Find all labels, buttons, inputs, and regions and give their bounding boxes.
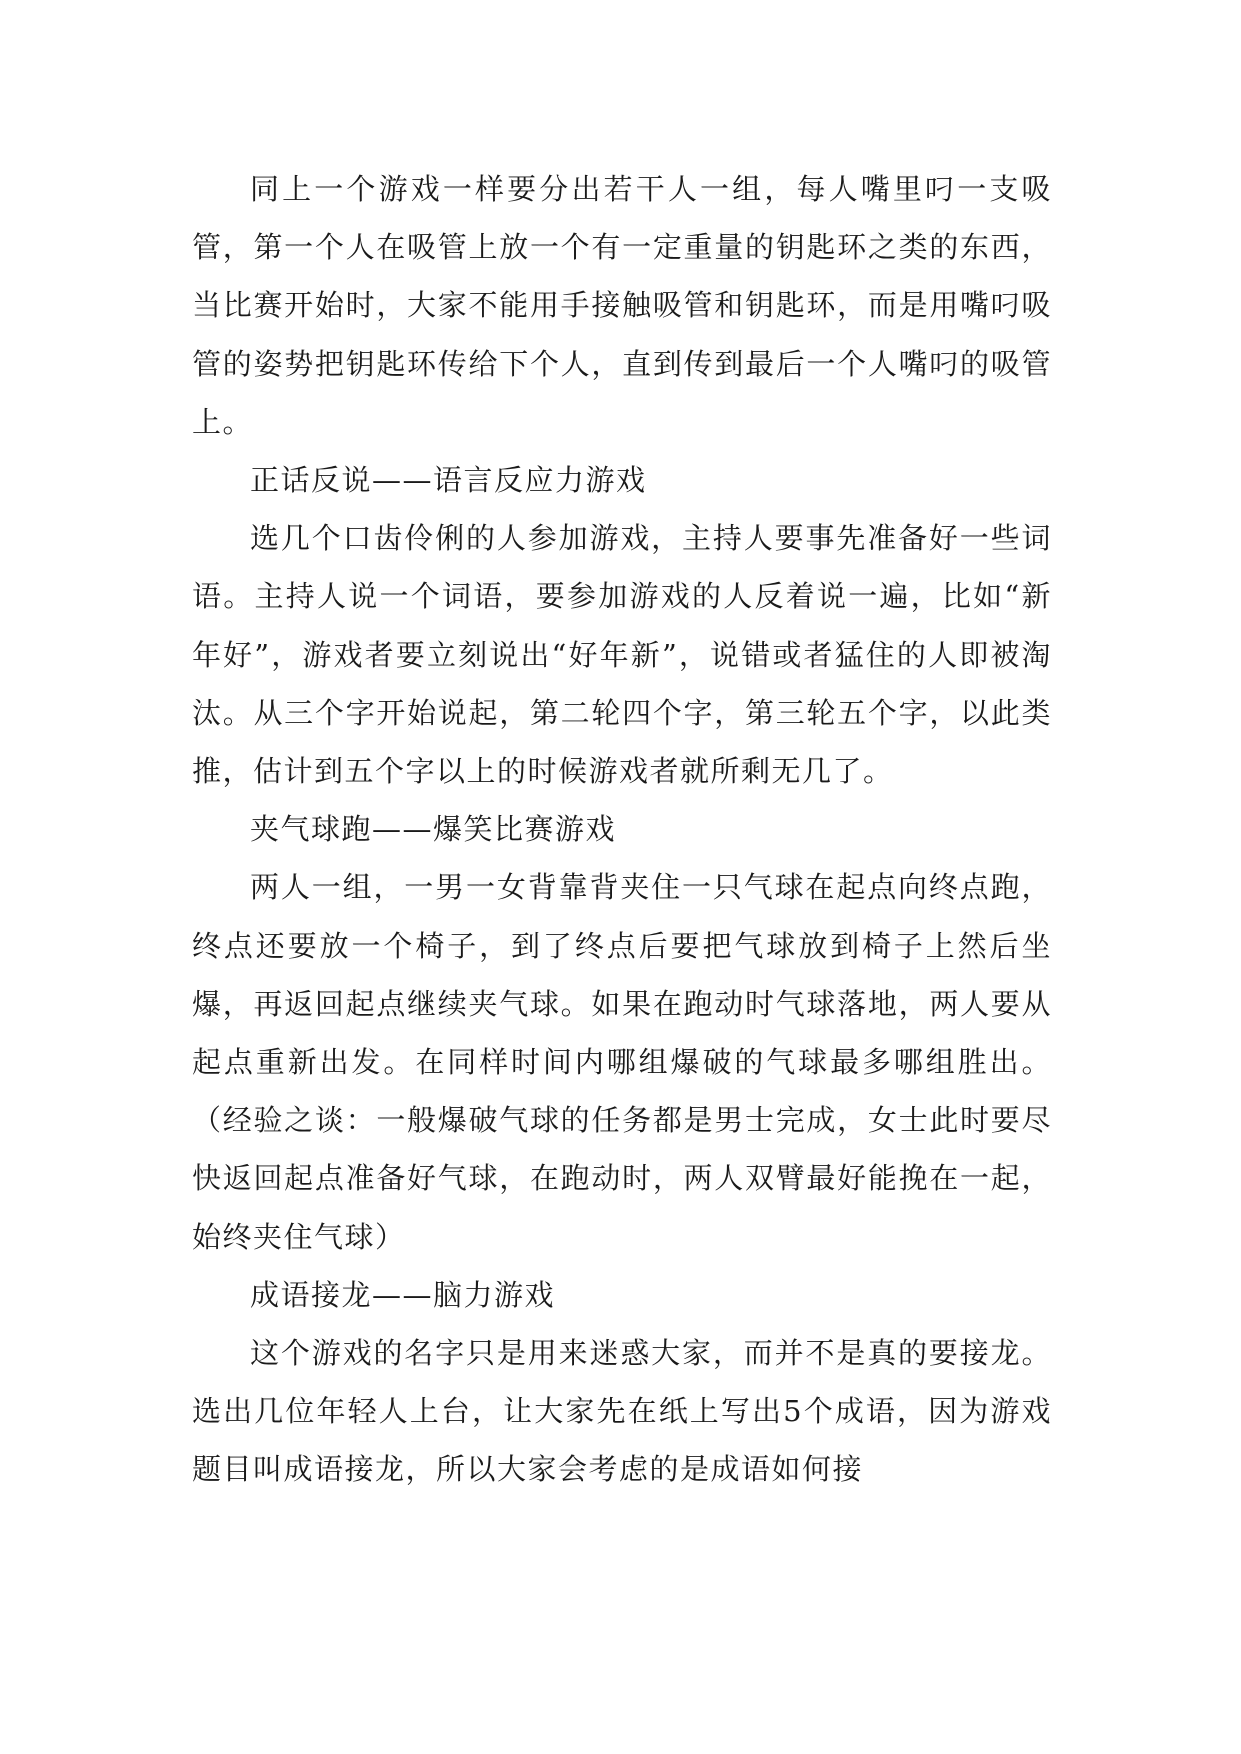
heading-balloon-race: 夹气球跑——爆笑比赛游戏 [250, 812, 617, 847]
paragraph-balloon-race: 两人一组，一男一女背靠背夹住一只气球在起点向终点跑，终点还要放一个椅子，到了终点后要把气球放到椅子上然后坐爆，再返回起点继续夹气球。如果在跑动时气球落地，两人要从起点重新出发。在同样时间内哪组爆破的气球最多哪组胜出。（经验之谈：一般爆破气球的任务都是男士完成，女士此时要尽快返回起点准备好气球，在跑动时，两人双臂最好能挽在一起，始终夹住气球） [192, 870, 1052, 1254]
paragraph-idiom-chain: 这个游戏的名字只是用来迷惑大家，而并不是真的要接龙。选出几位年轻人上台，让大家先在纸上写出5个成语，因为游戏题目叫成语接龙，所以大家会考虑的是成语如何接 [192, 1336, 1052, 1487]
heading-reverse-speech: 正话反说——语言反应力游戏 [250, 463, 647, 498]
paragraph-straw-pass: 同上一个游戏一样要分出若干人一组，每人嘴里叼一支吸管，第一个人在吸管上放一个有一定重量的钥匙环之类的东西，当比赛开始时，大家不能用手接触吸管和钥匙环，而是用嘴叼吸管的姿势把钥匙环传给下个人，直到传到最后一个人嘴叼的吸管上。 [192, 172, 1052, 439]
heading-idiom-chain: 成语接龙——脑力游戏 [250, 1277, 556, 1312]
paragraph-reverse-speech: 选几个口齿伶俐的人参加游戏，主持人要事先准备好一些词语。主持人说一个词语，要参加游戏的人反着说一遍，比如“新年好”，游戏者要立刻说出“好年新”，说错或者猛住的人即被淘汰。从三个字开始说起，第二轮四个字，第三轮五个字，以此类推，估计到五个字以上的时候游戏者就所剩无几了。 [192, 521, 1052, 789]
document-body [192, 160, 1052, 1499]
